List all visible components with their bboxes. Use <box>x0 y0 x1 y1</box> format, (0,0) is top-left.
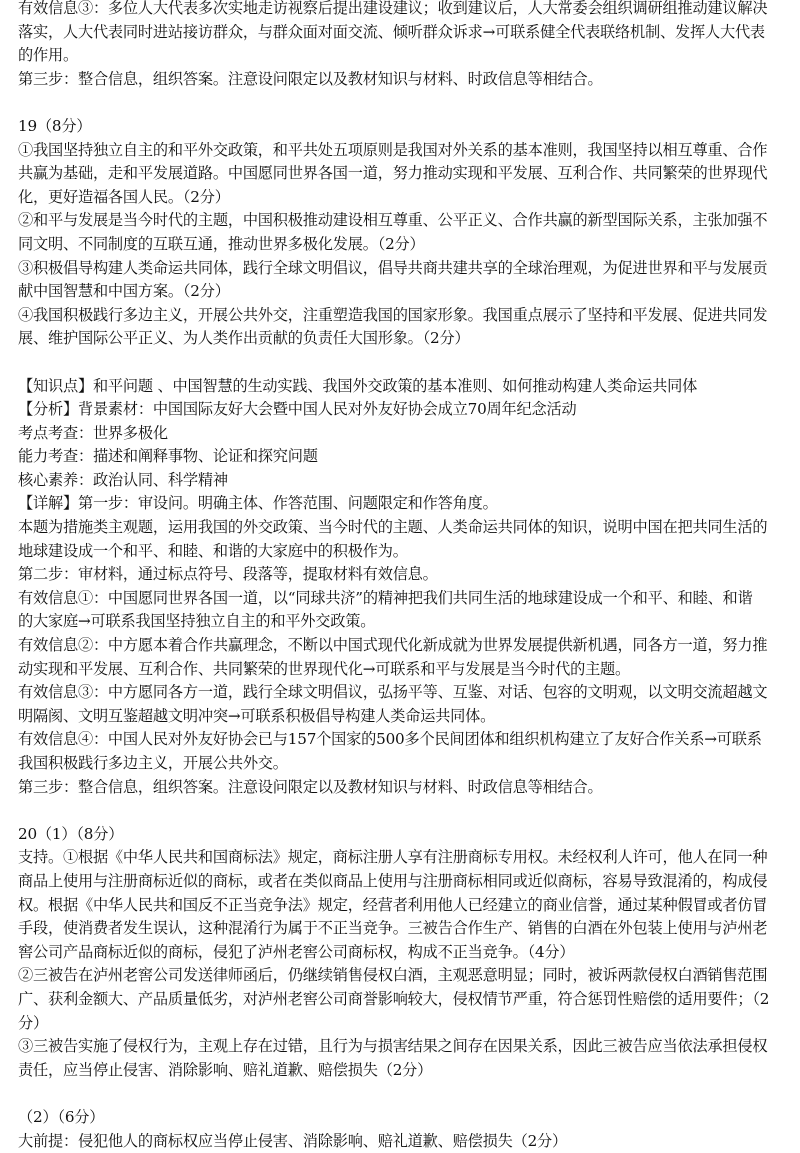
text-line: 第三步：整合信息，组织答案。注意设问限定以及教材知识与材料、时政信息等相结合。 <box>18 776 782 800</box>
paragraph-gap <box>18 1082 782 1106</box>
text-line: 手段，使消费者发生误认，这种混淆行为属于不正当竞争。三被告合作生产、销售的白酒在外包装上使用与泸州老 <box>18 917 782 941</box>
text-line: 明隔阂、文明互鉴超越文明冲突→可联系积极倡导构建人类命运共同体。 <box>18 705 782 729</box>
text-line: 的作用。 <box>18 44 782 68</box>
text-line: 责任，应当停止侵害、消除影响、赔礼道歉、赔偿损失（2分） <box>18 1059 782 1083</box>
text-line: 的大家庭→可联系我国坚持独立自主的和平外交政策。 <box>18 610 782 634</box>
text-line: 权。根据《中华人民共和国反不正当竞争法》规定，经营者利用他人已经建立的商业信誉，通过某种假冒或者仿冒 <box>18 894 782 918</box>
paragraph-gap <box>18 91 782 115</box>
text-line: 第三步：整合信息，组织答案。注意设问限定以及教材知识与材料、时政信息等相结合。 <box>18 68 782 92</box>
text-line: 我国积极践行多边主义，开展公共外交。 <box>18 752 782 776</box>
section-20-part-2 <box>18 1106 782 1153</box>
text-line: 有效信息③：多位人大代表多次实地走访视察后提出建设建议；收到建议后，人大常委会组织调研组推动建议解决 <box>18 0 782 21</box>
section-18-tail <box>18 0 782 91</box>
text-line: 能力考查：描述和阐释事物、论证和探究问题 <box>18 445 782 469</box>
text-line: 动实现和平发展、互利合作、共同繁荣的世界现代化→可联系和平与发展是当今时代的主题。 <box>18 658 782 682</box>
text-line: 核心素养：政治认同、科学精神 <box>18 469 782 493</box>
text-line: 展、维护国际公平正义、为人类作出贡献的负责任大国形象。（2分） <box>18 327 782 351</box>
question-number: （2）（6分） <box>18 1106 782 1130</box>
text-line: 窖公司产品商标近似的商标，侵犯了泸州老窖公司商标权，构成不正当竞争。（4分） <box>18 941 782 965</box>
text-line: 化，更好造福各国人民。（2分） <box>18 186 782 210</box>
text-line: 有效信息③：中方愿同各方一道，践行全球文明倡议，弘扬平等、互鉴、对话、包容的文明观，以文明交流超越文 <box>18 681 782 705</box>
text-line: ②三被告在泸州老窖公司发送律师函后，仍继续销售侵权白酒，主观恶意明显；同时，被诉两款侵权白酒销售范围 <box>18 964 782 988</box>
text-line: 本题为措施类主观题，运用我国的外交政策、当今时代的主题、人类命运共同体的知识，说明中国在把共同生活的 <box>18 516 782 540</box>
text-line: 有效信息④：中国人民对外友好协会已与157个国家的500多个民间团体和组织机构建立了友好合作关系→可联系 <box>18 728 782 752</box>
question-number: 20（1）（8分） <box>18 823 782 847</box>
text-line: 有效信息①：中国愿同世界各国一道，以“同球共济”的精神把我们共同生活的地球建设成一个和平、和睦、和谐 <box>18 587 782 611</box>
text-line: 共赢为基础，走和平发展道路。中国愿同世界各国一道，努力推动实现和平发展、互利合作、共同繁荣的世界现代 <box>18 162 782 186</box>
section-20-part-1 <box>18 823 782 1083</box>
text-line: ④我国积极践行多边主义，开展公共外交，注重塑造我国的国家形象。我国重点展示了坚持和平发展、促进共同发 <box>18 304 782 328</box>
question-number: 19（8分） <box>18 115 782 139</box>
text-line: 有效信息②：中方愿本着合作共赢理念，不断以中国式现代化新成就为世界发展提供新机遇，同各方一道，努力推 <box>18 634 782 658</box>
text-line: ③积极倡导构建人类命运共同体，践行全球文明倡议，倡导共商共建共享的全球治理观，为促进世界和平与发展贡 <box>18 257 782 281</box>
text-line: ③三被告实施了侵权行为，主观上存在过错，且行为与损害结果之间存在因果关系，因此三被告应当依法承担侵权 <box>18 1035 782 1059</box>
section-19-answer <box>18 115 782 351</box>
text-line: 献中国智慧和中国方案。（2分） <box>18 280 782 304</box>
text-line: 第二步：审材料，通过标点符号、段落等，提取材料有效信息。 <box>18 563 782 587</box>
detail-heading: 【详解】第一步：审设问。明确主体、作答范围、问题限定和作答角度。 <box>18 492 782 516</box>
text-line: 同文明、不同制度的互联互通，推动世界多极化发展。（2分） <box>18 233 782 257</box>
text-line: ①我国坚持独立自主的和平外交政策，和平共处五项原则是我国对外关系的基本准则，我国坚持以相互尊重、合作 <box>18 139 782 163</box>
text-line: 商品上使用与注册商标近似的商标，或者在类似商品上使用与注册商标相同或近似商标，容易导致混淆的，构成侵 <box>18 870 782 894</box>
text-line: 广、获利金额大、产品质量低劣，对泸州老窖公司商誉影响较大，侵权情节严重，符合惩罚性赔偿的适用要件；（2 <box>18 988 782 1012</box>
text-line: 大前提：侵犯他人的商标权应当停止侵害、消除影响、赔礼道歉、赔偿损失（2分） <box>18 1130 782 1153</box>
text-line: 考点考查：世界多极化 <box>18 422 782 446</box>
text-line: 落实，人大代表同时进站接访群众，与群众面对面交流、倾听群众诉求→可联系健全代表联络机制、发挥人大代表 <box>18 21 782 45</box>
section-19-analysis <box>18 375 782 800</box>
analysis-heading: 【分析】背景素材：中国国际友好大会暨中国人民对外友好协会成立70周年纪念活动 <box>18 398 782 422</box>
text-line: 分） <box>18 1012 782 1036</box>
text-line: ②和平与发展是当今时代的主题，中国积极推动建设相互尊重、公平正义、合作共赢的新型国际关系，主张加强不 <box>18 209 782 233</box>
paragraph-gap <box>18 351 782 375</box>
knowledge-point: 【知识点】和平问题 、中国智慧的生动实践、我国外交政策的基本准则、如何推动构建人类命运共同体 <box>18 375 782 399</box>
text-line: 支持。①根据《中华人民共和国商标法》规定，商标注册人享有注册商标专用权。未经权利人许可，他人在同一种 <box>18 846 782 870</box>
text-line: 地球建设成一个和平、和睦、和谐的大家庭中的积极作为。 <box>18 540 782 564</box>
paragraph-gap <box>18 799 782 823</box>
